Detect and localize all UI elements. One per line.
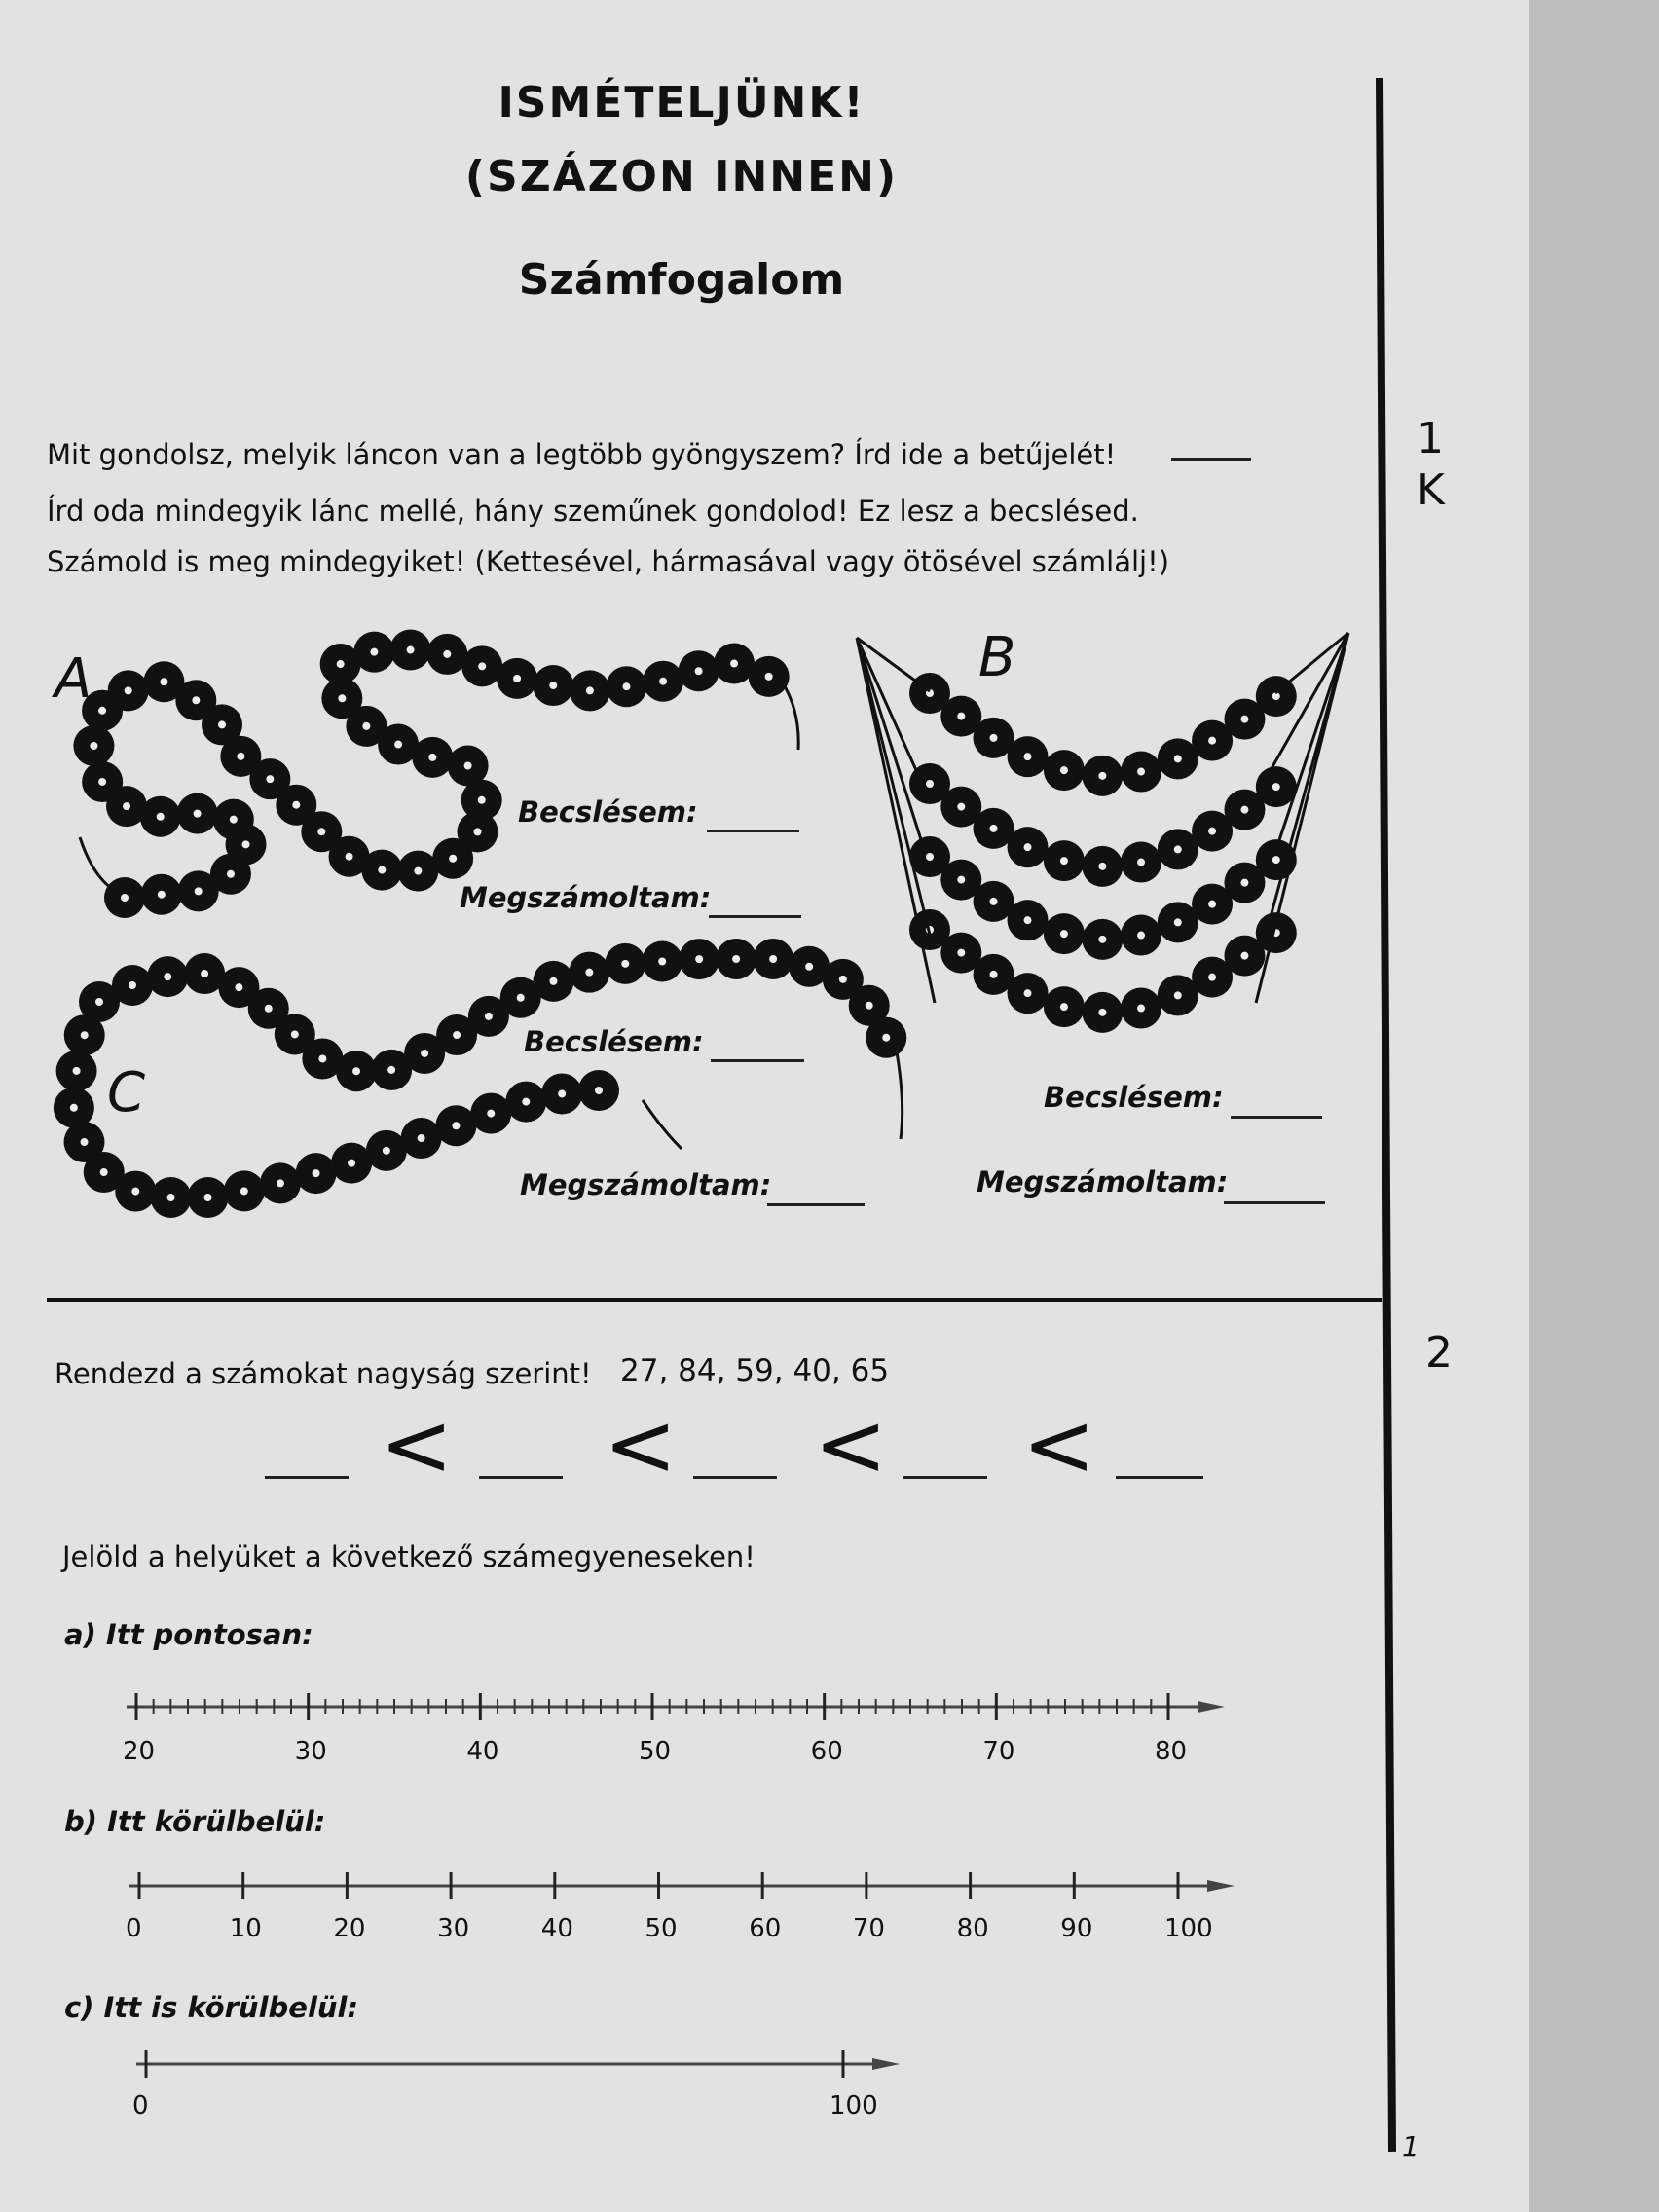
less-than-1: <	[380, 1394, 454, 1496]
bead-c-hole	[517, 994, 525, 1002]
bead-chain-a	[73, 630, 789, 918]
bead-a-hole	[513, 675, 521, 682]
task-2-instruction: Rendezd a számokat nagyság szerint!	[55, 1357, 592, 1390]
bead-a-hole	[158, 891, 166, 899]
tick-label: 30	[294, 1737, 327, 1766]
bead-b-hole	[957, 949, 965, 957]
bead-b-hole	[990, 971, 998, 978]
number-line-b-label: b) Itt körülbelül:	[64, 1805, 326, 1838]
bead-a-hole	[266, 775, 274, 783]
counted-label-c: Megszámoltam:	[520, 1168, 772, 1201]
bead-c-hole	[201, 970, 208, 977]
bead-b-hole	[1024, 843, 1032, 851]
bead-a-hole	[194, 810, 202, 818]
string-end-a	[80, 837, 115, 891]
bead-a-hole	[414, 867, 422, 875]
bead-c-hole	[866, 1002, 873, 1010]
tick-label: 30	[437, 1914, 470, 1943]
page-title-line2: (SZÁZON INNEN)	[464, 152, 899, 202]
bead-c-hole	[383, 1147, 390, 1155]
bead-a-hole	[90, 742, 97, 750]
bead-b-hole	[1060, 766, 1068, 774]
bead-chain-c	[54, 939, 906, 1218]
bead-b-hole	[1098, 936, 1106, 943]
task-1-instruction: Írd oda mindegyik lánc mellé, hány szeműnek gondolod! Ez lesz a becslésed.	[47, 495, 1139, 528]
bead-a-hole	[160, 678, 167, 685]
bead-b-hole	[1024, 989, 1032, 997]
task-1-instruction-2: Számold is meg mindegyiket! (Kettesével, hármasával vagy ötösével számlálj!)	[47, 545, 1170, 578]
number-line-a[interactable]	[127, 1693, 1225, 1720]
tick-label: 80	[956, 1914, 989, 1943]
bead-c-hole	[313, 1169, 320, 1177]
bead-a-hole	[230, 816, 238, 824]
bead-c-hole	[487, 1110, 495, 1118]
bead-a-hole	[362, 722, 370, 730]
page-edge	[1529, 0, 1659, 2212]
bead-c-hole	[265, 1005, 273, 1013]
estimate-blank-b[interactable]	[1231, 1116, 1322, 1119]
string-end-c	[896, 1047, 903, 1139]
bead-a-hole	[157, 813, 165, 821]
tick-label: 100	[830, 2091, 878, 2120]
bead-b-hole	[1137, 768, 1145, 776]
bead-chains-figure	[0, 623, 1382, 1246]
bead-b-hole	[957, 713, 965, 720]
bead-a-hole	[98, 778, 106, 786]
bead-c-hole	[585, 969, 593, 977]
axis-arrow	[1207, 1880, 1235, 1892]
bead-b-hole	[1174, 991, 1182, 999]
tick-label: 50	[645, 1914, 678, 1943]
counted-blank-c[interactable]	[767, 1203, 865, 1206]
counted-label-b: Megszámoltam:	[977, 1165, 1229, 1198]
bead-a-hole	[227, 870, 235, 878]
section-title: Számfogalom	[518, 255, 845, 305]
bead-c-hole	[695, 955, 703, 963]
bead-b-hole	[1240, 716, 1248, 723]
bead-c-hole	[235, 983, 242, 991]
string-end-a2	[782, 682, 798, 750]
bead-a-hole	[121, 894, 129, 902]
bead-a-hole	[338, 694, 346, 702]
answer-blank-letter[interactable]	[1171, 458, 1251, 461]
bead-a-hole	[586, 686, 594, 694]
bead-a-hole	[337, 660, 345, 668]
order-blank-1[interactable]	[265, 1476, 349, 1479]
bead-a-hole	[730, 660, 738, 668]
tick-label: 60	[749, 1914, 782, 1943]
order-blank-4[interactable]	[903, 1476, 987, 1479]
bead-b-hole	[957, 803, 965, 811]
task-1-question: Mit gondolsz, melyik láncon van a legtöbb gyöngyszem? Írd ide a betűjelét!	[47, 438, 1117, 471]
bead-b-hole	[1024, 753, 1032, 760]
bead-c-hole	[167, 1194, 175, 1201]
bead-c-hole	[621, 960, 629, 968]
bead-b-hole	[1098, 1009, 1106, 1016]
number-line-a-label: a) Itt pontosan:	[64, 1618, 313, 1651]
bead-a-hole	[292, 801, 300, 809]
tick-label: 0	[126, 1914, 142, 1943]
task-1-number: 1	[1417, 414, 1444, 463]
tick-label: 10	[229, 1914, 262, 1943]
bead-b-hole	[1174, 918, 1182, 926]
task-1-marker: K	[1417, 465, 1445, 515]
bead-a-hole	[394, 741, 402, 749]
bead-a-hole	[695, 667, 703, 675]
bead-c-hole	[549, 977, 557, 985]
tick-label: 40	[540, 1914, 573, 1943]
counted-blank-a[interactable]	[709, 915, 801, 918]
chain-label-c: C	[107, 1061, 146, 1124]
string-end-c2	[643, 1100, 682, 1149]
bead-c-hole	[204, 1194, 212, 1201]
tick-label: 20	[123, 1737, 156, 1766]
task-2-number: 2	[1425, 1328, 1453, 1378]
bead-c-hole	[129, 981, 136, 989]
bead-b-hole	[1060, 1003, 1068, 1011]
less-than-3: <	[814, 1394, 888, 1496]
bead-a-hole	[192, 696, 200, 704]
bead-c-hole	[240, 1187, 248, 1195]
number-line-b[interactable]	[129, 1872, 1235, 1899]
counted-label-a: Megszámoltam:	[460, 881, 712, 914]
estimate-label-b: Becslésem:	[1044, 1081, 1224, 1114]
number-lines	[0, 1655, 1382, 2142]
estimate-label-c: Becslésem:	[524, 1025, 704, 1058]
numbers-to-order: 27, 84, 59, 40, 65	[620, 1353, 890, 1388]
bead-c-hole	[131, 1188, 139, 1196]
bead-a-hole	[378, 866, 386, 874]
bead-c-hole	[291, 1030, 299, 1038]
bead-b-hole	[1208, 737, 1216, 745]
bead-a-hole	[464, 762, 472, 770]
bead-b-hole	[990, 898, 998, 905]
axis-arrow	[1198, 1701, 1225, 1713]
order-blank-2[interactable]	[479, 1476, 563, 1479]
bead-a-hole	[659, 678, 667, 685]
bead-a-hole	[549, 682, 557, 689]
bead-c-hole	[839, 976, 847, 983]
bead-a-hole	[346, 853, 353, 861]
tick-label: 40	[466, 1737, 499, 1766]
bead-a-hole	[195, 887, 203, 895]
estimate-blank-a[interactable]	[707, 830, 799, 832]
axis-arrow	[872, 2058, 900, 2070]
less-than-2: <	[604, 1394, 678, 1496]
chain-label-b: B	[978, 626, 1016, 689]
tick-label: 80	[1155, 1737, 1188, 1766]
bead-a-hole	[474, 828, 482, 835]
tick-label: 60	[810, 1737, 843, 1766]
bead-c-hole	[595, 1087, 603, 1094]
bead-a-hole	[478, 796, 486, 804]
bead-a-hole	[237, 753, 244, 760]
bead-c-hole	[352, 1067, 360, 1075]
tick-label: 20	[333, 1914, 366, 1943]
bead-a-hole	[407, 646, 415, 654]
order-blank-3[interactable]	[693, 1476, 777, 1479]
less-than-4: <	[1022, 1394, 1096, 1496]
number-line-c[interactable]	[136, 2050, 900, 2078]
bead-c-hole	[387, 1066, 395, 1074]
bead-a-hole	[765, 673, 773, 681]
tick-label: 100	[1164, 1914, 1213, 1943]
bead-b-hole	[1137, 1005, 1145, 1013]
bead-b-hole	[1208, 901, 1216, 908]
bead-c-hole	[73, 1067, 81, 1075]
bead-c-hole	[485, 1013, 493, 1020]
chain-label-a: A	[55, 647, 92, 711]
page-title: ISMÉTELJÜNK!	[498, 78, 866, 128]
bead-b-hole	[957, 876, 965, 884]
bead-c-hole	[318, 1054, 326, 1062]
tick-label: 0	[132, 2091, 149, 2120]
bead-a-hole	[98, 707, 106, 715]
bead-c-hole	[81, 1031, 89, 1039]
bead-a-hole	[317, 828, 325, 835]
bead-b-hole	[1174, 755, 1182, 762]
bead-a-hole	[123, 802, 130, 810]
bead-b-hole	[1240, 806, 1248, 814]
bead-b-hole	[1240, 952, 1248, 960]
tick-label: 70	[982, 1737, 1015, 1766]
bead-b-hole	[1060, 857, 1068, 865]
bead-a-hole	[370, 648, 378, 656]
bead-c-hole	[882, 1034, 890, 1042]
bead-b-hole	[1208, 828, 1216, 835]
bead-c-hole	[164, 973, 171, 980]
bead-b-hole	[990, 734, 998, 742]
bead-b-hole	[926, 780, 934, 788]
counted-blank-b[interactable]	[1224, 1201, 1325, 1204]
bead-b-hole	[1024, 916, 1032, 924]
bead-c-hole	[276, 1179, 284, 1187]
bead-b-hole	[1137, 932, 1145, 940]
bead-b-hole	[1240, 879, 1248, 887]
bead-c-hole	[732, 955, 740, 963]
bead-a-hole	[622, 682, 630, 690]
bead-a-hole	[125, 686, 132, 694]
number-line-c-label: c) Itt is körülbelül:	[64, 1991, 359, 2024]
bead-b-hole	[1098, 863, 1106, 870]
tick-label: 50	[639, 1737, 672, 1766]
bead-a-hole	[428, 754, 436, 761]
bead-chain-b	[909, 673, 1297, 1033]
bead-c-hole	[418, 1134, 425, 1142]
bead-c-hole	[81, 1138, 89, 1146]
bead-b-hole	[1208, 974, 1216, 981]
bead-c-hole	[421, 1050, 428, 1057]
mark-instruction: Jelöld a helyüket a következő számegyeneseken!	[62, 1540, 756, 1573]
bead-a-hole	[242, 840, 250, 848]
bead-b-hole	[1272, 856, 1280, 864]
order-blank-5[interactable]	[1116, 1476, 1203, 1479]
bead-a-hole	[218, 720, 226, 728]
bead-c-hole	[522, 1098, 530, 1106]
bead-a-hole	[449, 855, 457, 863]
bead-a-hole	[443, 650, 451, 658]
bead-c-hole	[453, 1031, 461, 1039]
bead-b-hole	[926, 853, 934, 861]
bead-c-hole	[100, 1168, 108, 1176]
section-divider	[47, 1298, 1382, 1302]
bead-c-hole	[452, 1122, 460, 1129]
page-number: 1	[1402, 2130, 1419, 2162]
bead-b-hole	[1272, 783, 1280, 791]
tick-label: 90	[1060, 1914, 1093, 1943]
bead-b-hole	[1098, 772, 1106, 780]
bead-c-hole	[95, 998, 103, 1006]
estimate-label-a: Becslésem:	[518, 795, 698, 829]
bead-b-hole	[1060, 930, 1068, 938]
bead-c-hole	[805, 963, 813, 971]
estimate-blank-c[interactable]	[711, 1059, 804, 1062]
bead-c-hole	[658, 957, 666, 965]
bead-c-hole	[558, 1089, 566, 1097]
bead-b-hole	[1174, 845, 1182, 853]
bead-b-hole	[1137, 859, 1145, 866]
bead-c-hole	[348, 1160, 355, 1167]
bead-b-hole	[990, 825, 998, 832]
bead-c-hole	[70, 1104, 78, 1112]
tick-label: 70	[852, 1914, 885, 1943]
bead-a-hole	[478, 662, 486, 670]
bead-c-hole	[769, 955, 777, 963]
